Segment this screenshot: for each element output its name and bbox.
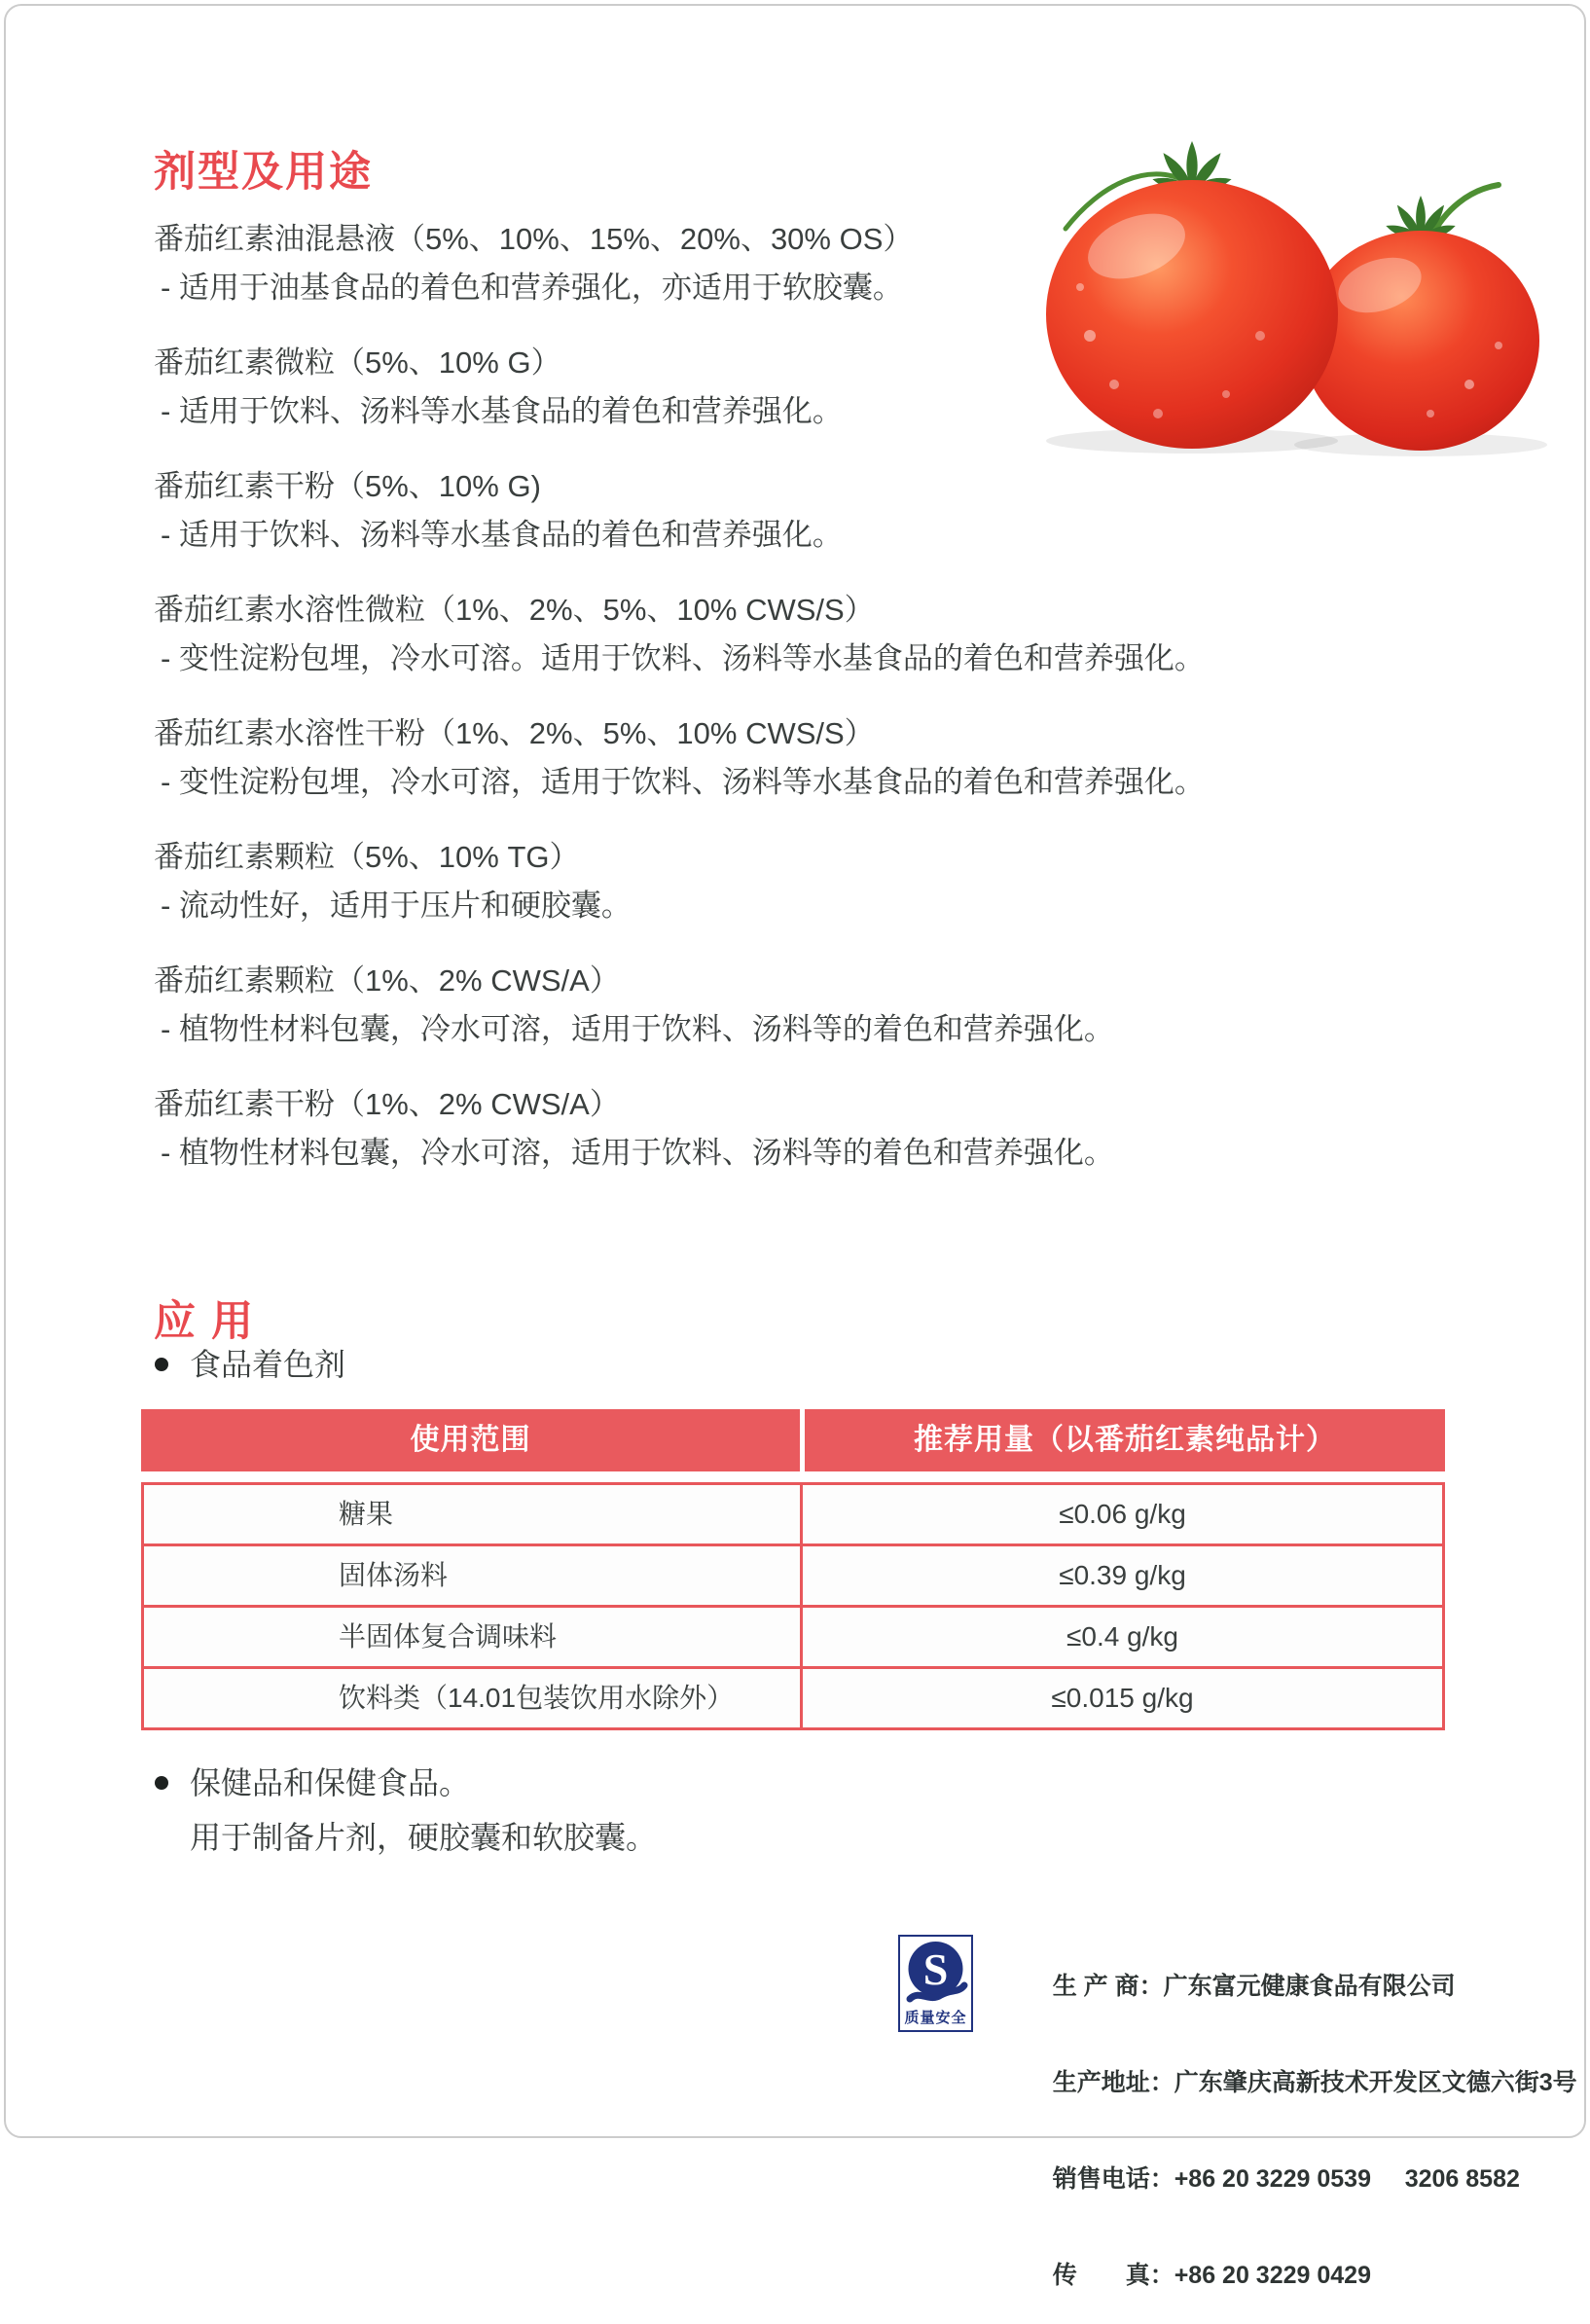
tomatoes-illustration — [1012, 92, 1557, 462]
address-line — [1012, 2035, 1577, 2131]
qs-logo-letter: S — [922, 1944, 949, 1994]
bullet-food-colorant-label: 食品着色剂 — [190, 1347, 346, 1382]
usage-table — [141, 1409, 1445, 1730]
bullet-dot-icon — [155, 1776, 168, 1790]
fax-label: 传 真： — [1052, 2262, 1174, 2289]
bullet-health-products-label: 保健品和保健食品。 — [190, 1765, 471, 1800]
tomatoes-image — [1012, 92, 1557, 462]
manufacturer-value: 广东富元健康食品有限公司 — [1163, 1973, 1456, 2000]
formulation-item — [154, 215, 1088, 312]
table-row — [144, 1666, 1442, 1727]
formulation-desc: - 植物性材料包囊，冷水可溶，适用于饮料、汤料等的着色和营养强化。 — [161, 1012, 1114, 1046]
formulation-name: 番茄红素油混悬液（5%、10%、15%、20%、30% OS） — [154, 222, 914, 256]
formulation-name: 番茄红素干粉（5%、10% G) — [154, 469, 541, 503]
formulations-list — [154, 215, 1205, 1204]
address-label: 生产地址： — [1052, 2069, 1174, 2096]
formulation-name: 番茄红素微粒（5%、10% G） — [154, 345, 561, 380]
section-title-formulations: 剂型及用途 — [154, 149, 373, 196]
usage-table-body — [141, 1482, 1445, 1730]
table-cell-dosage: ≤0.06 g/kg — [800, 1485, 1442, 1543]
table-cell-scope: 糖果 — [339, 1499, 394, 1529]
manufacturer-line — [1012, 1939, 1577, 2035]
table-row — [144, 1543, 1442, 1605]
table-header-scope: 使用范围 — [141, 1409, 800, 1471]
table-header-dosage: 推荐用量（以番茄红素纯品计） — [805, 1409, 1445, 1471]
manufacturer-info — [1012, 1939, 1577, 2324]
formulation-desc: - 变性淀粉包埋，冷水可溶。适用于饮料、汤料等水基食品的着色和营养强化。 — [161, 641, 1205, 675]
table-cell-dosage: ≤0.015 g/kg — [800, 1669, 1442, 1727]
qs-logo-label: 质量安全 — [904, 2011, 967, 2026]
formulation-name: 番茄红素颗粒（5%、10% TG） — [154, 840, 580, 874]
formulation-name: 番茄红素干粉（1%、2% CWS/A） — [154, 1087, 620, 1121]
formulation-desc: - 适用于饮料、汤料等水基食品的着色和营养强化。 — [161, 518, 843, 552]
bullet-health-products — [155, 1763, 470, 1802]
formulation-item — [154, 833, 1088, 930]
formulation-item — [154, 339, 1088, 436]
formulation-name: 番茄红素水溶性微粒（1%、2%、5%、10% CWS/S） — [154, 593, 875, 627]
table-cell-scope: 饮料类（14.01包装饮用水除外） — [339, 1683, 735, 1713]
formulation-desc: - 适用于油基食品的着色和营养强化，亦适用于软胶囊。 — [161, 271, 903, 305]
formulation-item — [154, 957, 1114, 1054]
sales-phone-value: +86 20 3229 0539 3206 8582 — [1174, 2165, 1520, 2193]
formulation-desc: - 流动性好，适用于压片和硬胶囊。 — [161, 889, 632, 923]
bullet-health-products-detail: 用于制备片剂，硬胶囊和软胶囊。 — [190, 1820, 658, 1855]
table-cell-scope: 固体汤料 — [339, 1560, 449, 1590]
table-row — [144, 1485, 1442, 1543]
table-cell-dosage: ≤0.4 g/kg — [800, 1608, 1442, 1666]
qs-logo-mark — [900, 1937, 971, 2013]
sales-phone-label: 销售电话： — [1052, 2165, 1174, 2193]
formulation-desc: - 变性淀粉包埋，冷水可溶，适用于饮料、汤料等水基食品的着色和营养强化。 — [161, 765, 1205, 799]
section-title-application: 应 用 — [154, 1298, 255, 1345]
formulation-desc: - 植物性材料包囊，冷水可溶，适用于饮料、汤料等的着色和营养强化。 — [161, 1136, 1114, 1170]
manufacturer-label: 生 产 商： — [1052, 1973, 1164, 2000]
sales-phone-line — [1012, 2131, 1577, 2228]
address-value: 广东肇庆高新技术开发区文德六街3号 — [1174, 2069, 1577, 2096]
table-cell-scope: 半固体复合调味料 — [339, 1621, 558, 1652]
tomato-left — [1046, 141, 1338, 449]
table-row — [144, 1605, 1442, 1666]
bullet-food-colorant — [155, 1345, 345, 1384]
formulation-item — [154, 1080, 1114, 1178]
formulation-name: 番茄红素颗粒（1%、2% CWS/A） — [154, 963, 620, 998]
formulation-item — [154, 586, 1205, 683]
table-cell-dosage: ≤0.39 g/kg — [800, 1546, 1442, 1605]
fax-line — [1012, 2228, 1577, 2324]
formulation-desc: - 适用于饮料、汤料等水基食品的着色和营养强化。 — [161, 394, 843, 428]
qs-quality-safety-logo — [898, 1935, 973, 2032]
fax-value: +86 20 3229 0429 — [1174, 2262, 1371, 2289]
formulation-item — [154, 462, 1088, 560]
usage-table-header — [141, 1409, 1445, 1471]
bullet-dot-icon — [155, 1358, 168, 1371]
formulation-item — [154, 709, 1205, 807]
formulation-name: 番茄红素水溶性干粉（1%、2%、5%、10% CWS/S） — [154, 716, 875, 750]
